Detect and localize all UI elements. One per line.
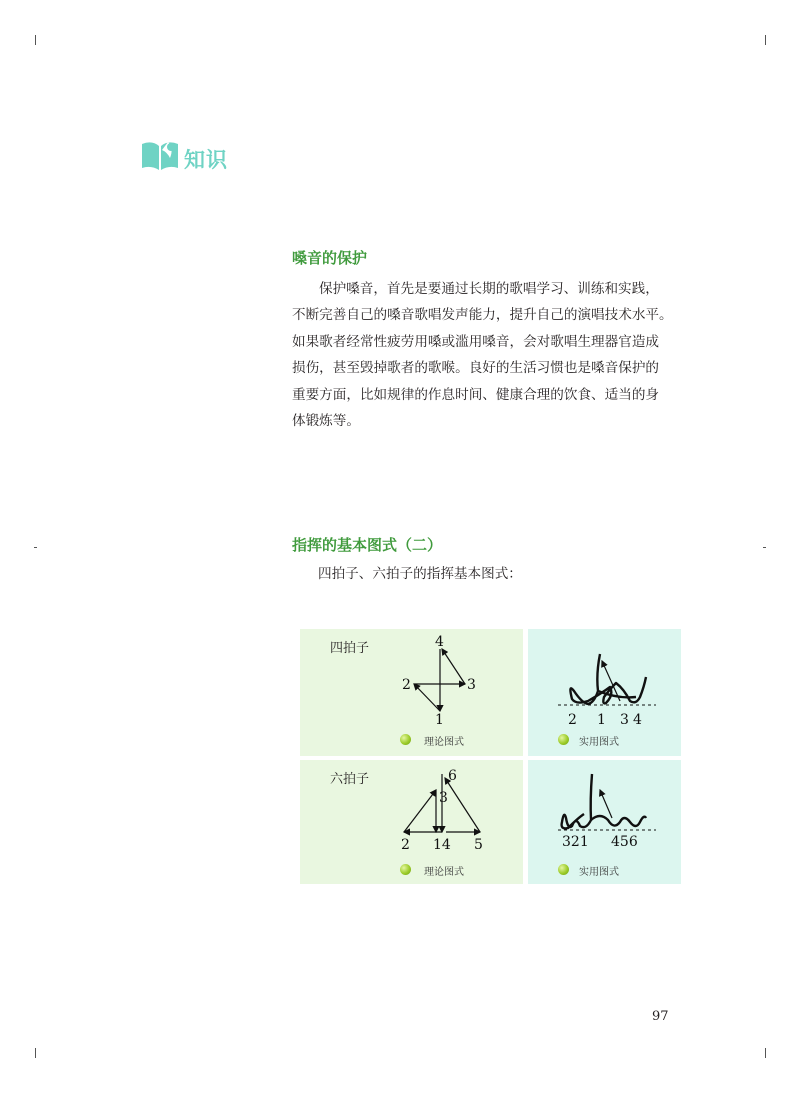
beat-number: 4 (435, 634, 444, 650)
six-beat-label: 六拍子 (330, 772, 370, 787)
paragraph-line: 如果歌者经常性疲劳用嗓或滥用嗓音，会对歌唱生理器官造成 (292, 333, 660, 350)
conducting-intro: 四拍子、六拍子的指挥基本图式： (318, 566, 522, 582)
paragraph-line: 不断完善自己的嗓音歌唱发声能力，提升自己的演唱技术水平。 (292, 307, 673, 324)
six-beat-theory-diagram (300, 760, 523, 884)
bullet-icon (558, 734, 569, 745)
beat-number: 3 (439, 790, 448, 806)
bullet-icon (400, 864, 411, 875)
paragraph-line: 重要方面，比如规律的作息时间、健康合理的饮食、适当的身 (292, 386, 660, 403)
voice-care-heading: 嗓音的保护 (292, 249, 368, 267)
page-number: 97 (652, 1009, 669, 1024)
beat-number: 456 (611, 834, 638, 850)
beat-number: 4 (633, 712, 642, 728)
crop-mark (763, 547, 766, 548)
six-beat-practical-panel (528, 760, 681, 884)
paragraph-line: 体锻炼等。 (292, 413, 360, 430)
practical-caption: 实用图式 (579, 737, 619, 748)
paragraph-line: 保护嗓音，首先是要通过长期的歌唱学习、训练和实践， (319, 281, 659, 297)
four-beat-theory-panel (300, 629, 523, 756)
paragraph-line: 损伤，甚至毁掉歌者的歌喉。良好的生活习惯也是嗓音保护的 (292, 360, 660, 377)
beat-number: 2 (568, 712, 577, 728)
section-title: 知识 (184, 148, 228, 172)
theory-caption: 理论图式 (424, 867, 464, 878)
beat-number: 3 (467, 677, 476, 693)
bullet-icon (558, 864, 569, 875)
beat-number: 1 (597, 712, 606, 728)
four-beat-practical-panel (528, 629, 681, 756)
book-icon (140, 138, 180, 174)
voice-care-paragraph (292, 276, 692, 434)
beat-number: 6 (448, 768, 457, 784)
theory-caption: 理论图式 (424, 737, 464, 748)
crop-mark (34, 547, 37, 548)
beat-number: 3 (620, 712, 629, 728)
crop-mark (35, 35, 36, 45)
bullet-icon (400, 734, 411, 745)
crop-mark (765, 35, 766, 45)
beat-number: 321 (562, 834, 589, 850)
beat-number: 14 (433, 837, 451, 853)
beat-number: 1 (435, 712, 444, 728)
beat-number: 2 (402, 677, 411, 693)
six-beat-theory-panel (300, 760, 523, 884)
beat-number: 5 (474, 837, 483, 853)
practical-caption: 实用图式 (579, 867, 619, 878)
crop-mark (765, 1048, 766, 1058)
four-beat-label: 四拍子 (330, 641, 370, 656)
beat-number: 2 (401, 837, 410, 853)
crop-mark (35, 1048, 36, 1058)
four-beat-theory-diagram (300, 629, 523, 756)
conducting-heading: 指挥的基本图式（二） (292, 536, 443, 554)
